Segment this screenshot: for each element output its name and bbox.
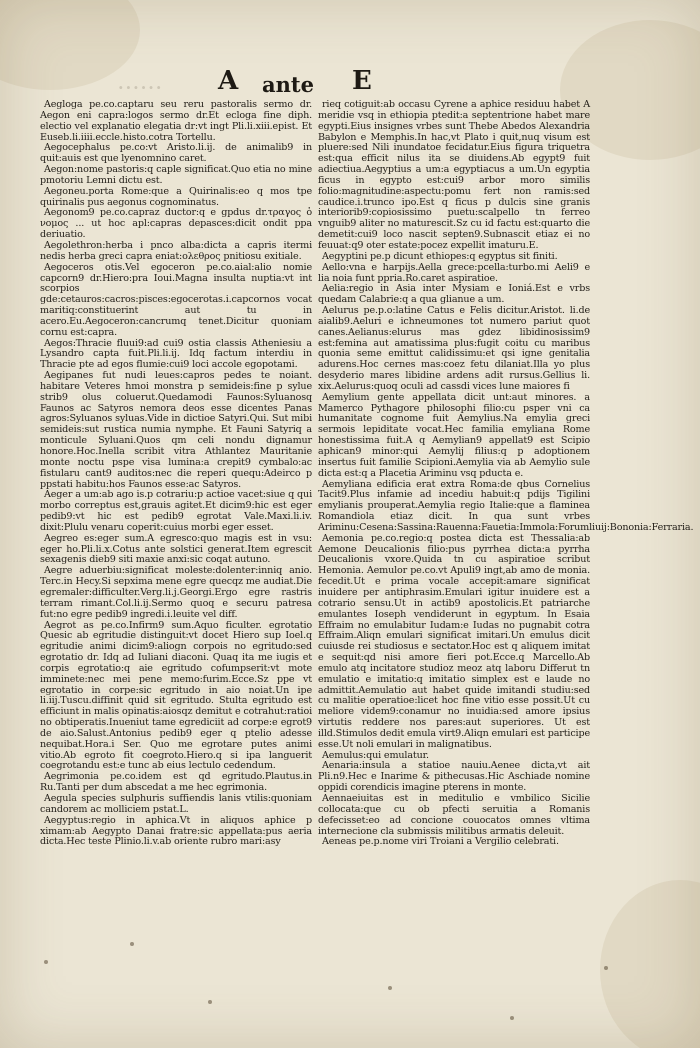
dictionary-entry: Aegolethron:herba i pnco alba:dicta a capris itermi nedis herba greci capra eniat:ολεθρος pnitiosu exitiale. — [40, 239, 312, 262]
dictionary-entry: rieq cotiguit:ab occasu Cyrene a aphice residuu habet A meridie vsq in ethiopia ptedit:a septentrione habet mare egypti.Eius insignes vrbes sunt Thebe Abedos Alexandria Babylon e Memphis.In hac,vt Plato i quit,nuq visum est pluere:sed Nili inundatoe fecidatur.Eius figura triquetra est:qua efficit nilus ita se diuidens.Ab egypt9 fuit adiectiua.Aegyptius a um:a egyptiacus a um.Un egyptia ficus in egypto est:cui9 arbor moro similis folio:magnitudine:aspectu:pomu fert non ramis:sed caudice.i.trunco ipo.Est q ficus p dulcis sine granis interiorib9:copiosissimo puetu:scalpello tn ferreo vnguib9 aliter no maturescit.Sz cu id factu est:quarto die demetit:cui9 loco nascit septen9.Subnascit etiaz ei no feuuat:q9 oter estate:pocez expellit imaturu.E. — [318, 99, 590, 251]
dictionary-entry: Aello:vna e harpijs.Aella grece:pcella:turbo.mi Aeli9 e lia noia funt ppria.Ro.caret aspiratioe. — [318, 261, 590, 284]
dictionary-entry: Aemonia pe.co.regio:q postea dicta est Thessalia:ab Aemone Deucalionis filio:pus pyrrhea dicta:a pyrrha Deucalionis vxore.Quida tn cu aspiratioe scribut Hemonia. Aemulor pe.co.vt Apuli9 ingt,ab amo de monia. fecedit.Ut e prima vocale accepit:amare significat inuidere per antiphrasim.Emulari igitur inuidere est a cotrario sensu.Ut in actib9 apostolicis.Et patriarche emulantes Ioseph vendiderunt in egyptum. In Esaia Effraim no emulabitur Iudam:e Iudas no pugnabit cotra Effraim.Aliqn emulari significat imitari.Un emulus dicit cuiusde rei studiosus e sectator.Hoc est q aliquem imitat e sequit:qd nisi amore fieri pot.Ecce.q Marcello.Ab emulo atq incitatore studioz meoz atq laboru Differut tn emulatio e imitatio:q imitatio simplex est e laude no admittit.Aemulatio aut habet quide imitandi studiu:sed cu malitie operatioe:licet hoc fine vitio esse possit.Ut cu meliore videm9:conamur no inuidia:sed amore ipsius virtutis reddere nos pares:aut superiores. Ut est illd.Stimulos dedit emula virt9.Aliqn emulari est participe esse.Ut noli emulari in malignatibus. — [318, 532, 590, 750]
dictionary-entry: Aegre aduerbiu:significat moleste:dolenter:inniq anio. Terc.in Hecy.Si sepxima mene egre quecqz me audiat.Die egremaler:difficulter.Verg.li.j.Georgi.Ergo egre rastris terram rimant.Col.li.ij.Sermo quoq e securu patresa fut:no egre pedib9 ingredi.i.leuite vel diff. — [40, 565, 312, 620]
dictionary-entry: Aegocephalus pe.co:vt Aristo.li.ij. de animalib9 in quit:auis est que lyenomnino caret. — [40, 142, 312, 165]
dictionary-entry: Aeger a um:ab ago is.p cotrariu:p actioe vacet:siue q qui morbo correptus est,grauis agitet.Et dicim9:hic est eger pedib9:vt hic est pedib9 egrotat Vale.Maxi.li.iv. dixit:Plulu venaru coperit:cuius morbi eger esset. — [40, 489, 312, 533]
wormhole — [130, 942, 134, 946]
dictionary-entry: Aegon:nome pastoris:q caple significat.Quo etia no mine pmotoriu Lemni dictu est. — [40, 164, 312, 186]
dictionary-entry: Aennaeiuitas est in meditulio e vmbilico Sicilie collocata:que cu ob pfecti seruitia a Romanis defecisset:eo ad concione couocatos omnes vltima internecione cla submissis militibus armatis deleuit. — [318, 793, 590, 837]
dictionary-entry: Aelia:regio in Asia inter Mysiam e Ioniá.Est e vrbs quedam Calabrie:q a qua glianue a um. — [318, 283, 590, 306]
header-title: ante — [262, 72, 314, 97]
wormhole — [604, 966, 608, 970]
wormhole — [44, 960, 48, 964]
dictionary-entry: Aegos:Thracie fluui9:ad cui9 ostia classis Atheniesiu a Lysandro capta fuit.Pli.li.ij. Idq factum interdiu in Thracie pte ad egos flumie:cui9 loci accole egopotami. — [40, 337, 312, 371]
dictionary-entry: Aegyptus:regio in aphica.Vt in aliquos aphice p ximam:ab Aegypto Danai fratre:sic appellata:pus aeria dicta.Hec teste Plinio.li.v.ab oriente rubro mari:asy — [40, 814, 312, 848]
dictionary-entry: Aemulus:qui emulatur. — [322, 749, 429, 761]
dictionary-entry: Aegula species sulphuris suffiendis lanis vtilis:quoniam candorem ac molliciem pstat.L. — [40, 793, 312, 815]
paper-wormholes — [0, 940, 700, 1040]
wormhole — [388, 986, 392, 990]
dictionary-entry: Aelurus pe.p.o:latine Catus e Felis dicitur.Aristot. li.de aialib9.Aeluri e ichneumones tot numero pariut quot canes.Aelianus:elurus mas gdez libidinosissim9 est:femina aut amatissima plus:fugit coitu cu maribus quonia seme emittut calidissimu:et qsi igne genitalia adurens.Hoc cernes mas:coez fetu dilaniat.Illa yo plus desyderio mares libidine ardens adit rursus.Gellius li. xix.Aelurus:quoq oculi ad cassdi vices lune maiores fi — [318, 305, 590, 392]
dictionary-entry: Aegoceros otis.Vel egoceron pe.co.aial:alio nomie capcorn9 dr.Hiero:pra Ioui.Magna insulta nuptia:vt int scorpios gde:cetauros:cacros:pisces:egocerotas.i.capcornos vocat maritiq:constituerint aut tu in acero.Eu.Aegoceron:cancrumq tenet.Dicitur quoniam cornu est:capra. — [40, 261, 312, 338]
wormhole — [510, 1016, 514, 1020]
dictionary-entry: Aegloga pe.co.captaru seu reru pastoralis sermo dr. Aegon eni capra:logos sermo dr.Et ecloga fine diph. electio vel explanatio elegatia dr:vt ingt Pli.li.xiii.epist. Et Euseb.li.iiii.eccle.histo.cotra Tortellu. — [40, 99, 312, 143]
dictionary-entry: Aegrot as pe.co.Infirm9 sum.Aquo ficulter. egrotatio Quesic ab egritudie distinguit:vt docet Hiero sup Ioel.q egritudie animi dicim9:aliogn corpois no egritudo:sed egrotatio dr. Idq ad Iuliani diaconi. Quaq ita me iugis et corpis egrotatio:q aie egritudo cofumpserit:vt mote imminete:nec mei pene memo:furim.Ecce.Sz ppe vt egrotatio in corpe:sic egritudo in aio noiat.Un ipe li.iij.Tuscu.diffinit quid sit egritudo. Stulta egritudo est efficiunt in malis opinatis:aiosqz demitut e cotrahut:ratioi no obtiperatis.Inueniut tame egrediciit ad corpe:e egrot9 de aio.Salust.Antonius pedib9 eger q ptelio adesse nequibat.Hora.i Ser. Quo me egrotare putes animi vitio.Ab egroto fit coegroto.Hiero.q si ipa languerit coegrotandu est:e tunc ab eius lectulo cedendum. — [40, 619, 312, 772]
left-column — [40, 100, 312, 848]
dictionary-entry: Aemyliana edificia erat extra Roma:de qbus Cornelius Tacit9.Plus infamie ad incediu habuit:q pdijs Tigilini emylianis prouperat.Aemylia regio Italie:que a flaminea Romandiola etiaz dicit. In qua sunt vrbes Ariminu:Cesena:Sassina:Rauenna:Fauetia:Immola:Forumliuij:Bononia:Ferraria. — [318, 478, 694, 533]
header-right-initial: E — [352, 66, 372, 96]
dictionary-entry: Aegipanes fut nudi leues:capros pedes te noiant. habitare Veteres hmoi monstra p semideis:fine p sylue strib9 olus coluerut.Quedamodi Faunos:Syluanosq Faunos ac Satyros nemora deos esse dicentes Panas agros:Syluanos syluas.Vide in dictioe Satyri.Qui. Sut mibi semideis:sut rustica numia nymphe. Et Fauni Satyriq a monticule Syluani.Quos qm celi nondu dignamur honore.Hoc.Inella scribit vitra Athlantez Mauritanie monte noctu pspe visa lumina:a crepit9 cymbalo:ac fistularu cant9 auditos:nec die reperi quequ:Adeirco p ppstati habitu:hos Faunos esse:ac Satyros. — [40, 370, 312, 490]
dictionary-entry: Aeneas pe.p.nome viri Troiani a Vergilio celebrati. — [322, 836, 559, 848]
right-column — [318, 99, 694, 848]
dictionary-entry: Aenaria:insula a statioe nauiu.Aenee dicta,vt ait Pli.n9.Hec e Inarime & pithecusas.Hic Aschiade nomine oppidi corendicis imagine pterens in monte. — [318, 760, 590, 794]
dictionary-entry: Aegrimonia pe.co.idem est qd egritudo.Plautus.in Ru.Tanti per dum abscedat a me hec egrimonia. — [40, 771, 312, 794]
dictionary-entry: Aemylium gente appellata dicit unt:aut minores. a Mamerco Pythagore philosophi filio:cu psper vni ca humanitate cognome fuit Aemylius.Na emylia greci sermois lepiditate vocat.Hec familia emyliana Rome honestissima fuit.A q Aemylian9 appellat9 est Scipio aphican9 minor:qui Aemylij filius:q p adoptionem insertus fuit familie Scipioni.Aemylia via ab Aemylio sule dicta est:q a Placetia Ariminu vsq pducta e. — [318, 391, 590, 479]
faded-header-text: ...... — [118, 74, 164, 93]
dictionary-entry: Aegonom9 pe.co.capraz ductor:q e gpdus dr.τραγος ὁ νομος ... ut hoc apl:capras depasces:dicit ondit ppa deriuatio. — [40, 207, 312, 241]
header-left-initial: A — [218, 66, 239, 96]
page-header — [0, 66, 700, 100]
wormhole — [208, 1000, 212, 1004]
dictionary-entry: Aegreo es:eger sum.A egresco:quo magis est in vsu: eger ho.Pli.li.x.Cotus ante solstici generat.Item egrescit sexagenis dieb9 siti maxie anxi:sic coqat autuno. — [40, 532, 312, 566]
dictionary-entry: Aegoneu.porta Rome:que a Quirinalis:eo q mos tpe quirinalis pus aegonus cognominatus. — [40, 185, 312, 208]
dictionary-entry: Aegyptini pe.p dicunt ethiopes:q egyptus sit finiti. — [322, 250, 558, 262]
